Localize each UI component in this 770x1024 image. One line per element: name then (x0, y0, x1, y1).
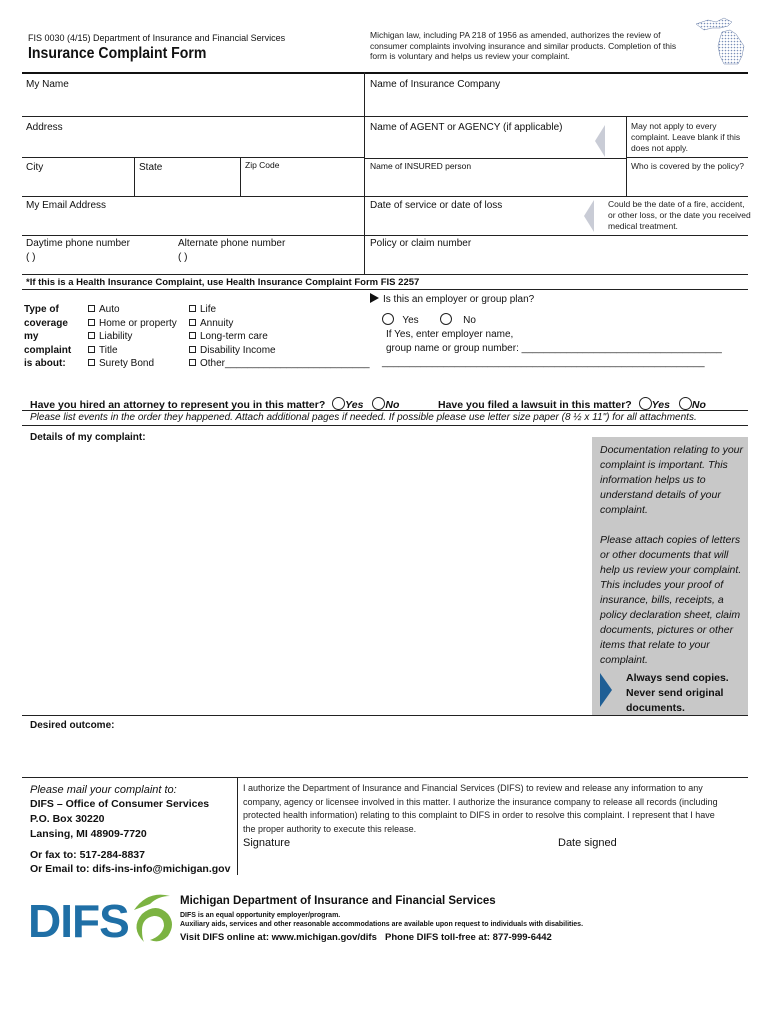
city-label: City (26, 162, 44, 173)
arrow-icon (584, 200, 594, 232)
employer-instructions: If Yes, enter employer name, (386, 329, 514, 340)
checkbox-icon[interactable] (88, 332, 95, 339)
instructions: Please list events in the order they happened. Attach additional pages if needed. If possible please use letter size paper (8 ½ x 11") for all attachments. (30, 412, 697, 423)
lawsuit-yes-label: Yes (651, 399, 670, 411)
checkbox-label: Other__________________________ (200, 358, 370, 369)
logo-text: DIFS (28, 895, 129, 947)
agent-field[interactable] (366, 134, 592, 156)
agent-note-line: does not apply. (631, 143, 689, 153)
checkbox-life[interactable] (189, 303, 370, 317)
employer-yes-label: Yes (402, 315, 419, 326)
employer-group-field-2[interactable]: __________________________________________________________ (382, 357, 705, 368)
employer-no-label: No (463, 315, 476, 326)
details-label: Details of my complaint: (30, 432, 146, 443)
blue-arrow-icon (600, 673, 616, 709)
checkbox-icon[interactable] (189, 332, 196, 339)
mail-box: P.O. Box 30220 (30, 813, 105, 825)
zip-field[interactable] (242, 174, 363, 194)
coverage-label-line: Type of (24, 304, 59, 315)
checkbox-icon[interactable] (88, 319, 95, 326)
checkbox-label: Title (99, 344, 118, 356)
checkbox-label: Home or property (99, 317, 177, 329)
company-name-field[interactable] (366, 92, 746, 114)
authorization-line: company, agency or licensee involved in this matter. I authorize the insurance company to release all records (including (243, 796, 718, 807)
checkbox-label: Long-term care (200, 331, 268, 342)
state-field[interactable] (136, 174, 239, 194)
fax-number: Or fax to: 517-284-8837 (30, 849, 145, 861)
radio-icon[interactable] (382, 313, 394, 325)
company-name-label: Name of Insurance Company (370, 79, 501, 90)
radio-icon[interactable] (440, 313, 452, 325)
documentation-sidebar (592, 437, 748, 715)
zip-label: Zip Code (245, 160, 280, 170)
checkbox-label: Surety Bond (99, 358, 155, 369)
attorney-yes-label: Yes (345, 399, 364, 411)
agent-label: Name of AGENT or AGENCY (if applicable) (370, 122, 563, 133)
date-of-service-field[interactable] (366, 212, 582, 234)
coverage-column-2 (189, 303, 370, 371)
alt-phone-label: Alternate phone number (178, 238, 286, 249)
date-note-line: Could be the date of a fire, accident, (608, 199, 745, 209)
insured-note: Who is covered by the policy? (631, 161, 744, 171)
my-name-label: My Name (26, 79, 69, 90)
day-phone-label: Daytime phone number (26, 238, 130, 249)
coverage-label-line: complaint (24, 344, 72, 356)
date-note (608, 199, 751, 232)
sidebar-para-1: Documentation relating to your complaint is important. This information helps us to understand details of your complaint. (600, 444, 743, 516)
outcome-textarea[interactable] (23, 734, 747, 774)
attorney-question (30, 397, 399, 411)
contact-email[interactable]: Or Email to: difs-ins-info@michigan.gov (30, 863, 231, 875)
mail-city: Lansing, MI 48909-7720 (30, 828, 147, 840)
callout-line: Always send copies. (626, 672, 729, 684)
insured-label: Name of INSURED person (370, 161, 472, 171)
details-textarea[interactable] (23, 446, 589, 714)
lawsuit-question (438, 397, 706, 411)
employer-yes-option[interactable] (382, 313, 419, 327)
day-phone-area[interactable]: ( ) (26, 252, 36, 263)
checkbox-icon[interactable] (88, 346, 95, 353)
employer-question-text: Is this an employer or group plan? (383, 294, 535, 305)
contact-info (30, 848, 230, 876)
footer-eoe: DIFS is an equal opportunity employer/program. (180, 912, 341, 919)
checkbox-icon[interactable] (189, 346, 196, 353)
outcome-label: Desired outcome: (30, 720, 115, 731)
coverage-label-line: my (24, 331, 39, 342)
agent-note-line: complaint. Leave blank if this (631, 132, 741, 142)
date-signed-field[interactable] (556, 851, 746, 873)
arrow-icon (595, 125, 605, 157)
date-note-line: or other loss, or the date you received (608, 210, 751, 220)
logo-swoosh-icon (128, 888, 178, 946)
footer-phone: Phone DIFS toll-free at: 877-999-6442 (385, 932, 552, 943)
checkbox-annuity[interactable] (189, 317, 370, 331)
form-id: FIS 0030 (4/15) Department of Insurance and Financial Services (28, 33, 286, 43)
checkbox-icon[interactable] (88, 359, 95, 366)
checkbox-icon[interactable] (88, 305, 95, 312)
authorization-line: the proper authority to execute this release. (243, 823, 417, 834)
coverage-column-1 (88, 303, 177, 371)
authorization-text (243, 782, 718, 836)
checkbox-liability[interactable] (88, 330, 177, 344)
lawsuit-no-radio[interactable] (679, 397, 692, 410)
checkbox-icon[interactable] (189, 305, 196, 312)
authority-notice (370, 30, 676, 62)
authority-line: form is voluntary and helps us review your complaint. (370, 51, 570, 61)
checkbox-label: Auto (99, 304, 120, 315)
mail-org: DIFS – Office of Consumer Services (30, 798, 210, 810)
checkbox-auto[interactable] (88, 303, 177, 317)
difs-logo (28, 888, 178, 948)
signature-field[interactable] (240, 851, 550, 873)
attorney-no-label: No (385, 399, 400, 411)
city-field[interactable] (23, 174, 133, 194)
checkbox-surety[interactable] (88, 357, 177, 371)
mail-intro: Please mail your complaint to: (30, 784, 177, 796)
authority-line: Michigan law, including PA 218 of 1956 as amended, authorizes the review of (370, 30, 661, 40)
checkbox-icon[interactable] (189, 359, 196, 366)
agent-note-line: May not apply to every (631, 121, 717, 131)
checkbox-long-term-care[interactable] (189, 330, 370, 344)
date-of-service-label: Date of service or date of loss (370, 200, 503, 211)
coverage-label-line: is about: (24, 358, 66, 369)
callout-line: Never send original (626, 687, 724, 699)
form-title: Insurance Complaint Form (28, 45, 207, 62)
lawsuit-yes-radio[interactable] (639, 397, 652, 410)
checkbox-label: Disability Income (200, 344, 276, 356)
coverage-label-line: coverage (24, 317, 68, 329)
attorney-yes-radio[interactable] (332, 397, 345, 410)
address-field[interactable] (23, 134, 363, 156)
checkbox-label: Liability (99, 331, 133, 342)
footer-website[interactable]: Visit DIFS online at: www.michigan.gov/difs (180, 932, 377, 943)
authorization-line: protected health information) relating to this complaint to DIFS in order to resolve this complaint. I represent that I have (243, 810, 715, 820)
checkbox-home[interactable] (88, 317, 177, 331)
footer-dept: Michigan Department of Insurance and Financial Services (180, 895, 496, 907)
attorney-question-text: Have you hired an attorney to represent you in this matter? (30, 399, 326, 411)
email-label: My Email Address (26, 200, 107, 211)
footer-accommodations: Auxiliary aids, services and other reasonable accommodations are available upon request to individuals with disabilities. (180, 921, 584, 928)
michigan-map-icon (694, 16, 750, 66)
address-label: Address (26, 122, 63, 133)
lawsuit-question-text: Have you filed a lawsuit in this matter? (438, 399, 632, 411)
triangle-right-icon (370, 293, 379, 303)
checkbox-title[interactable] (88, 344, 177, 358)
policy-label: Policy or claim number (370, 238, 472, 249)
mail-address (30, 797, 209, 842)
lawsuit-no-label: No (691, 399, 706, 411)
my-name-field[interactable] (23, 92, 363, 114)
sidebar-para-2: Please attach copies of letters or other documents that will help us review your complaint. This includes your proof of insurance, bills, receipts, a policy declaration sheet, claim documents, pictures or other items that relate to your complaint. (600, 534, 742, 666)
attorney-no-radio[interactable] (372, 397, 385, 410)
date-note-line: medical treatment. (608, 221, 678, 231)
sidebar-callout (626, 671, 729, 716)
email-field[interactable] (23, 212, 363, 234)
checkbox-icon[interactable] (189, 319, 196, 326)
coverage-label (24, 303, 71, 371)
health-notice: *If this is a Health Insurance Complaint, use Health Insurance Complaint Form FIS 2257 (26, 277, 420, 288)
date-signed-label: Date signed (558, 837, 617, 849)
employer-no-option[interactable] (440, 313, 476, 327)
authority-line: consumer complaints involving insurance and similar products. Completion of this (370, 40, 677, 51)
checkbox-other[interactable] (189, 357, 370, 371)
signature-label: Signature (243, 837, 291, 849)
policy-field[interactable] (366, 250, 746, 272)
agent-note (631, 121, 740, 154)
checkbox-label: Annuity (200, 317, 234, 329)
checkbox-label: Life (200, 304, 217, 315)
insured-field[interactable] (366, 174, 625, 194)
authorization-line: I authorize the Department of Insurance and Financial Services (DIFS) to review and release any information to any (243, 783, 703, 793)
alt-phone-area[interactable]: ( ) (178, 252, 188, 263)
employer-group-field[interactable]: group name or group number: ____________________________________ (386, 343, 722, 354)
state-label: State (139, 162, 163, 173)
checkbox-disability[interactable] (189, 344, 370, 358)
employer-question (370, 293, 534, 306)
callout-line: documents. (626, 702, 685, 714)
